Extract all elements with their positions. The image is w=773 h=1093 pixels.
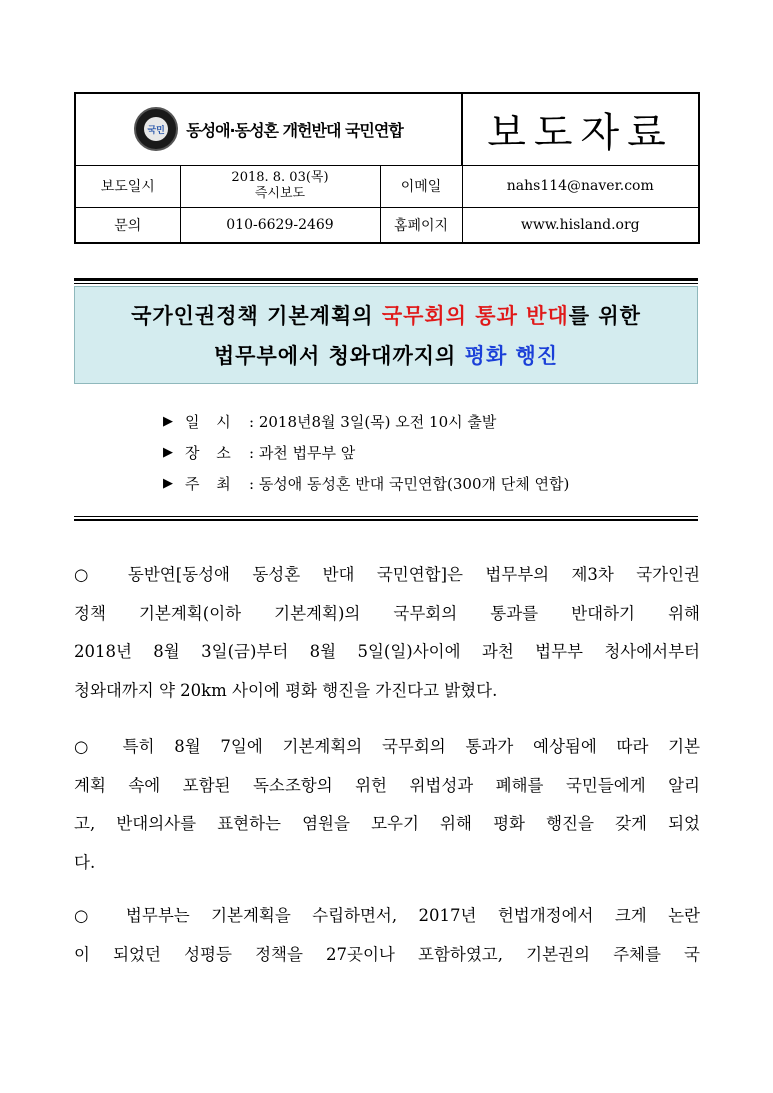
title-divider-top-thin <box>74 283 698 284</box>
contact-value: 010-6629-2469 <box>180 207 380 243</box>
headline-box <box>74 286 698 384</box>
press-header-table <box>74 92 700 244</box>
org-name: 동성애·동성혼 개헌반대 국민연합 <box>186 120 403 140</box>
homepage-value[interactable]: www.hisland.org <box>462 207 699 243</box>
headline-highlight-red: 국무회의 통과 반대 <box>381 304 569 328</box>
section-divider-thin <box>74 516 698 517</box>
org-logo-cell <box>75 93 462 165</box>
org-seal-icon: 국민 <box>134 107 178 151</box>
schedule-item-place: ▶ 장 소 : 과천 법무부 앞 <box>163 441 683 472</box>
headline-line-2: 법무부에서 청와대까지의 평화 행진 <box>213 344 559 368</box>
date-value: 2018. 8. 03(목) 즉시보도 <box>180 165 380 207</box>
contact-label: 문의 <box>75 207 180 243</box>
headline-highlight-blue: 평화 행진 <box>464 344 559 368</box>
homepage-label: 홈페이지 <box>380 207 462 243</box>
title-divider-top <box>74 278 698 281</box>
email-value[interactable]: nahs114@naver.com <box>462 165 699 207</box>
email-label: 이메일 <box>380 165 462 207</box>
body-paragraph-1: ○ 동반연[동성애 동성혼 반대 국민연합]은 법무부의 제3차 국가인권 정책 기본계획(이하 기본계획)의 국무회의 통과를 반대하기 위해 2018년 8월 3일(금)부터 8월 5일(일)사이에 과천 법무부 청사에서부터 청와대까지 약 20km 사이에 평화 행진을 가진다고 밝혔다. <box>74 565 700 700</box>
doc-type-cell <box>462 93 699 165</box>
triangle-bullet-icon: ▶ <box>163 414 173 429</box>
body-paragraph-3: ○ 법무부는 기본계획을 수립하면서, 2017년 헌법개정에서 크게 논란 이 되었던 성평등 정책을 27곳이나 포함하였고, 기본권의 주체를 국 <box>74 906 700 964</box>
triangle-bullet-icon: ▶ <box>163 476 173 491</box>
date-label: 보도일시 <box>75 165 180 207</box>
body-paragraph-2: ○ 특히 8월 7일에 기본계획의 국무회의 통과가 예상됨에 따라 기본 계획 속에 포함된 독소조항의 위헌 위법성과 폐해를 국민들에게 알리 고, 반대의사를 표현하는 염원을 모우기 위해 평화 행진을 갖게 되었 다. <box>74 737 700 872</box>
schedule-item-host: ▶ 주 최 : 동성애 동성혼 반대 국민연합(300개 단체 연합) <box>163 472 683 503</box>
schedule-item-time: ▶ 일 시 : 2018년8월 3일(목) 오전 10시 출발 <box>163 410 683 441</box>
headline-line-1: 국가인권정책 기본계획의 국무회의 통과 반대를 위한 <box>131 304 641 328</box>
section-divider-thick <box>74 519 698 521</box>
event-schedule <box>163 410 683 503</box>
triangle-bullet-icon: ▶ <box>163 445 173 460</box>
doc-type-title: 보도자료 <box>487 109 674 156</box>
